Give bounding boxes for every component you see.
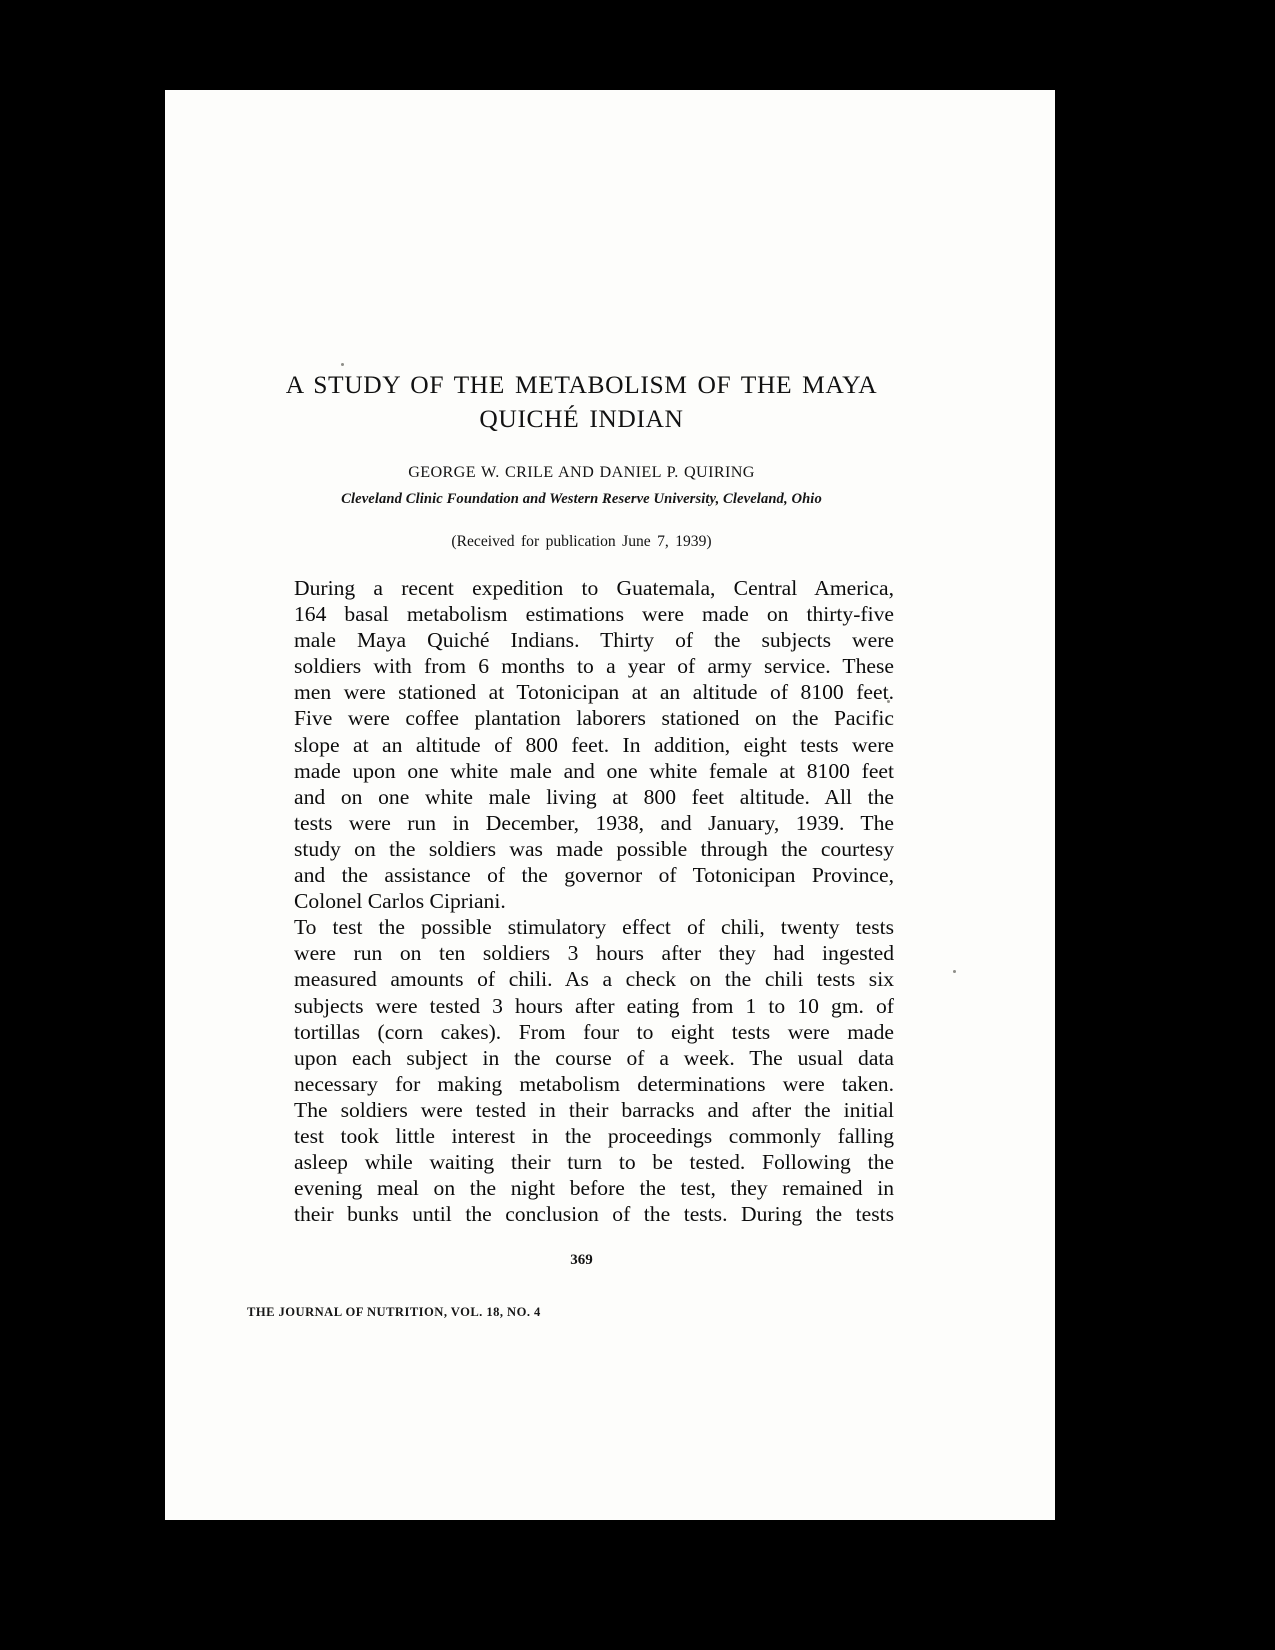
text-line: male Maya Quiché Indians. Thirty of the subjects were — [294, 628, 894, 653]
text-line: men were stationed at Totonicipan at an altitude of 8100 feet. — [294, 680, 894, 705]
text-line: were run on ten soldiers 3 hours after they had ingested — [294, 941, 894, 966]
scan-speck-top — [341, 363, 344, 366]
text-line: To test the possible stimulatory effect of chili, twenty tests — [294, 915, 894, 940]
author-affiliation: Cleveland Clinic Foundation and Western Reserve University, Cleveland, Ohio — [341, 491, 822, 507]
text-line: 164 basal metabolism estimations were made on thirty-five — [294, 602, 894, 627]
text-line: slope at an altitude of 800 feet. In addition, eight tests were — [294, 732, 894, 757]
text-line: study on the soldiers was made possible through the courtesy — [294, 836, 894, 861]
scanned-page-sheet — [165, 90, 1055, 1520]
text-line: Five were coffee plantation laborers stationed on the Pacific — [294, 706, 894, 731]
received-date: (Received for publication June 7, 1939) — [451, 533, 712, 550]
paragraph-1 — [269, 575, 894, 914]
page-content — [269, 368, 894, 1227]
page-number: 369 — [570, 1252, 593, 1268]
page-title — [269, 368, 894, 435]
text-line: Colonel Carlos Cipriani. — [294, 889, 506, 914]
journal-footer: THE JOURNAL OF NUTRITION, VOL. 18, NO. 4 — [247, 1305, 541, 1319]
text-line: soldiers with from 6 months to a year of army service. These — [294, 654, 894, 679]
text-line: The soldiers were tested in their barracks and after the initial — [294, 1097, 894, 1122]
text-line: and on one white male living at 800 feet altitude. All the — [294, 784, 894, 809]
article-body — [269, 575, 894, 1227]
text-line: During a recent expedition to Guatemala, Central America, — [294, 576, 894, 600]
paragraph-2 — [269, 914, 894, 1227]
text-line: and the assistance of the governor of Totonicipan Province, — [294, 863, 894, 888]
text-line: evening meal on the night before the test, they remained in — [294, 1176, 894, 1201]
text-line: asleep while waiting their turn to be tested. Following the — [294, 1150, 894, 1175]
text-line: necessary for making metabolism determinations were taken. — [294, 1071, 894, 1096]
text-line: subjects were tested 3 hours after eating from 1 to 10 gm. of — [294, 993, 894, 1018]
scan-speck-right-lower — [953, 970, 956, 973]
text-line: tortillas (corn cakes). From four to eight tests were made — [294, 1019, 894, 1044]
text-line: made upon one white male and one white female at 8100 feet — [294, 758, 894, 783]
text-line: upon each subject in the course of a week. The usual data — [294, 1045, 894, 1070]
text-line: test took little interest in the proceedings commonly falling — [294, 1123, 894, 1148]
author-byline: GEORGE W. CRILE AND DANIEL P. QUIRING — [408, 463, 755, 481]
title-line-2: QUICHÉ INDIAN — [479, 404, 684, 433]
title-line-1: A STUDY OF THE METABOLISM OF THE MAYA — [285, 370, 878, 399]
text-line: measured amounts of chili. As a check on the chili tests six — [294, 967, 894, 992]
text-line: their bunks until the conclusion of the tests. During the tests — [294, 1202, 894, 1227]
text-line: tests were run in December, 1938, and January, 1939. The — [294, 810, 894, 835]
